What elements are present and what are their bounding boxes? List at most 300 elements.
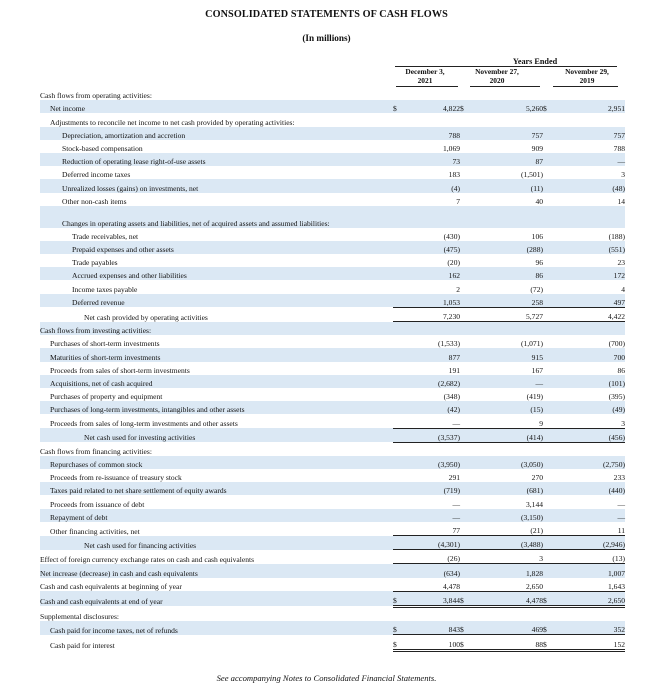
table-row xyxy=(40,482,625,495)
row-value: 106 xyxy=(531,231,543,241)
currency-symbol xyxy=(543,179,571,192)
row-label: Net increase (decrease) in cash and cash equivalents xyxy=(40,564,393,578)
row-value: 258 xyxy=(494,294,543,308)
row-label: Net cash used for investing activities xyxy=(40,428,393,442)
currency-symbol xyxy=(543,606,571,621)
table-row xyxy=(40,564,625,578)
table-row xyxy=(40,456,625,469)
row-value: (430) xyxy=(443,231,460,241)
currency-symbol xyxy=(460,267,494,280)
table-row xyxy=(40,414,625,428)
row-label: Taxes paid related to net share settlement of equity awards xyxy=(40,482,393,495)
column-header-2020-year: 2020 xyxy=(489,75,505,85)
currency-symbol xyxy=(460,578,494,592)
currency-symbol xyxy=(460,550,494,564)
table-row xyxy=(40,254,625,267)
currency-symbol xyxy=(393,401,407,414)
currency-symbol xyxy=(393,495,407,508)
table-row xyxy=(40,442,625,456)
row-value xyxy=(407,606,460,621)
currency-symbol xyxy=(460,228,494,241)
currency-symbol xyxy=(460,166,494,179)
currency-symbol xyxy=(543,241,571,254)
currency-symbol xyxy=(393,294,407,308)
statement-subtitle: (In millions) xyxy=(302,33,351,43)
currency-symbol xyxy=(460,335,494,348)
row-value: (2,946) xyxy=(571,536,625,550)
row-value xyxy=(494,442,543,456)
currency-symbol: $ xyxy=(460,100,494,113)
row-value: 3,844 xyxy=(407,591,460,606)
row-value: (42) xyxy=(407,401,460,414)
currency-symbol xyxy=(543,267,571,280)
row-value: 843 xyxy=(407,621,460,635)
currency-symbol xyxy=(460,536,494,550)
row-value: 1,828 xyxy=(494,564,543,578)
row-value: (3,050) xyxy=(494,456,543,469)
column-header-2021-year: 2021 xyxy=(417,75,433,85)
row-value: 77 xyxy=(407,522,460,536)
currency-symbol xyxy=(393,606,407,621)
currency-symbol xyxy=(543,564,571,578)
row-value: (1,533) xyxy=(437,339,460,349)
row-value xyxy=(571,206,625,228)
currency-symbol xyxy=(460,442,494,456)
table-row xyxy=(40,536,625,550)
row-value: 4,422 xyxy=(571,307,625,321)
currency-symbol xyxy=(543,294,571,308)
row-value: (101) xyxy=(571,375,625,388)
table-row xyxy=(40,469,625,482)
row-label: Purchases of long-term investments, intangibles and other assets xyxy=(40,401,393,414)
row-value: — xyxy=(407,509,460,522)
row-value: — xyxy=(452,499,460,509)
row-value xyxy=(407,113,460,126)
row-value: (49) xyxy=(571,401,625,414)
currency-symbol xyxy=(393,153,407,166)
table-row xyxy=(40,591,625,606)
currency-symbol: $ xyxy=(393,635,407,650)
row-value: (11) xyxy=(494,179,543,192)
currency-symbol xyxy=(460,87,494,100)
currency-symbol xyxy=(543,550,571,564)
currency-symbol xyxy=(393,113,407,126)
currency-symbol xyxy=(460,348,494,361)
table-row xyxy=(40,550,625,564)
row-value: 162 xyxy=(407,267,460,280)
row-label: Trade receivables, net xyxy=(72,231,139,241)
currency-symbol xyxy=(460,206,494,228)
currency-symbol xyxy=(543,362,571,375)
row-value: (288) xyxy=(494,241,543,254)
currency-symbol xyxy=(543,509,571,522)
row-value: (188) xyxy=(608,231,625,241)
row-value xyxy=(571,442,625,456)
row-value: 4,478 xyxy=(407,578,460,592)
currency-symbol: $ xyxy=(543,635,571,650)
currency-symbol xyxy=(460,113,494,126)
row-value: (440) xyxy=(571,482,625,495)
currency-symbol xyxy=(543,414,571,428)
row-value: — xyxy=(571,509,625,522)
row-value: 3 xyxy=(621,170,625,180)
currency-symbol xyxy=(393,564,407,578)
currency-symbol xyxy=(393,469,407,482)
table-row xyxy=(40,578,625,592)
currency-symbol xyxy=(460,179,494,192)
row-label: Acquisitions, net of cash acquired xyxy=(40,375,393,388)
currency-symbol xyxy=(543,578,571,592)
row-label: Cash and cash equivalents at beginning of year xyxy=(40,582,182,592)
table-row xyxy=(40,362,625,375)
currency-symbol xyxy=(543,166,571,179)
currency-symbol xyxy=(543,536,571,550)
row-label: Stock-based compensation xyxy=(62,143,143,153)
row-value: 2 xyxy=(456,284,460,294)
cash-flow-table-body xyxy=(40,87,625,650)
row-value xyxy=(494,606,543,621)
row-label: Purchases of short-term investments xyxy=(50,339,160,349)
row-value: (15) xyxy=(494,401,543,414)
row-label: Cash and cash equivalents at end of year xyxy=(40,591,393,606)
row-value: (456) xyxy=(571,428,625,442)
column-header-2020 xyxy=(462,68,532,85)
currency-symbol xyxy=(543,442,571,456)
row-value: 7,230 xyxy=(407,307,460,321)
row-value: 700 xyxy=(571,348,625,361)
row-value: 96 xyxy=(535,258,543,268)
row-value: (719) xyxy=(407,482,460,495)
row-value: 352 xyxy=(571,621,625,635)
currency-symbol xyxy=(543,348,571,361)
table-row xyxy=(40,228,625,241)
currency-symbol: $ xyxy=(543,621,571,635)
row-value: 2,650 xyxy=(494,578,543,592)
currency-symbol xyxy=(393,280,407,293)
table-row xyxy=(40,388,625,401)
currency-symbol xyxy=(543,140,571,153)
row-value xyxy=(494,87,543,100)
row-value: 1,069 xyxy=(443,143,460,153)
table-row xyxy=(40,509,625,522)
row-value: (20) xyxy=(447,258,460,268)
row-label: Cash flows from operating activities: xyxy=(40,91,152,101)
row-label: Reduction of operating lease right-of-use assets xyxy=(40,153,393,166)
row-value: 233 xyxy=(613,473,625,483)
currency-symbol xyxy=(543,322,571,336)
currency-symbol xyxy=(393,550,407,564)
row-label: Repayment of debt xyxy=(40,509,393,522)
currency-symbol xyxy=(460,127,494,140)
currency-symbol xyxy=(543,87,571,100)
row-label: Deferred income taxes xyxy=(62,170,131,180)
row-value: 1,643 xyxy=(571,578,625,592)
currency-symbol xyxy=(543,456,571,469)
currency-symbol xyxy=(393,578,407,592)
row-value: 11 xyxy=(571,522,625,536)
row-value: 9 xyxy=(494,414,543,428)
row-label: Other non-cash items xyxy=(62,196,127,206)
table-row xyxy=(40,241,625,254)
row-value: 5,260 xyxy=(494,100,543,113)
row-label: Repurchases of common stock xyxy=(40,456,393,469)
table-row xyxy=(40,307,625,321)
currency-symbol xyxy=(543,388,571,401)
row-value: 4,822 xyxy=(407,100,460,113)
table-row xyxy=(40,335,625,348)
row-label: Supplemental disclosures: xyxy=(40,612,120,622)
row-label: Net income xyxy=(40,100,393,113)
row-label: Accrued expenses and other liabilities xyxy=(40,267,393,280)
row-value: (2,682) xyxy=(407,375,460,388)
row-value: — xyxy=(617,499,625,509)
table-row xyxy=(40,140,625,153)
row-value: 757 xyxy=(571,127,625,140)
currency-symbol xyxy=(393,414,407,428)
row-value: 191 xyxy=(448,365,460,375)
column-header-2020-date: November 27, xyxy=(475,67,519,76)
currency-symbol: $ xyxy=(393,621,407,635)
table-row xyxy=(40,127,625,140)
row-value: 5,727 xyxy=(494,307,543,321)
table-row xyxy=(40,621,625,635)
row-label: Cash flows from financing activities: xyxy=(40,446,152,456)
currency-symbol xyxy=(393,536,407,550)
currency-symbol xyxy=(543,127,571,140)
currency-symbol xyxy=(460,153,494,166)
currency-symbol xyxy=(460,254,494,267)
row-value: 86 xyxy=(617,365,625,375)
table-row xyxy=(40,179,625,192)
currency-symbol xyxy=(543,482,571,495)
currency-symbol xyxy=(543,153,571,166)
currency-symbol xyxy=(543,428,571,442)
row-value xyxy=(494,113,543,126)
currency-symbol xyxy=(393,140,407,153)
row-value: 915 xyxy=(494,348,543,361)
column-header-2021 xyxy=(390,68,460,85)
currency-symbol xyxy=(543,206,571,228)
currency-symbol xyxy=(460,362,494,375)
row-value: (72) xyxy=(530,284,543,294)
currency-symbol xyxy=(393,362,407,375)
row-value: 291 xyxy=(448,473,460,483)
currency-symbol: $ xyxy=(460,591,494,606)
currency-symbol xyxy=(393,166,407,179)
currency-symbol xyxy=(543,307,571,321)
row-value: 86 xyxy=(494,267,543,280)
cash-flow-table xyxy=(40,87,625,652)
currency-symbol xyxy=(393,442,407,456)
table-row xyxy=(40,322,625,336)
row-value: 172 xyxy=(571,267,625,280)
row-value: 152 xyxy=(571,635,625,650)
row-label: Proceeds from sales of long-term investments and other assets xyxy=(50,419,238,428)
currency-symbol xyxy=(460,388,494,401)
table-row xyxy=(40,166,625,179)
row-value: — xyxy=(407,414,460,428)
currency-symbol xyxy=(393,241,407,254)
currency-symbol xyxy=(460,564,494,578)
row-label: Trade payables xyxy=(72,258,118,268)
row-value: (21) xyxy=(494,522,543,536)
currency-symbol xyxy=(543,254,571,267)
row-value: (475) xyxy=(407,241,460,254)
currency-symbol: $ xyxy=(393,100,407,113)
row-value: (3,950) xyxy=(407,456,460,469)
currency-symbol xyxy=(543,335,571,348)
row-value xyxy=(494,206,543,228)
currency-symbol xyxy=(543,401,571,414)
row-value: (4) xyxy=(407,179,460,192)
currency-symbol xyxy=(543,495,571,508)
row-value: 497 xyxy=(571,294,625,308)
currency-symbol xyxy=(393,206,407,228)
row-value: 909 xyxy=(531,143,543,153)
currency-symbol xyxy=(460,140,494,153)
row-label: Cash paid for interest xyxy=(50,641,115,650)
currency-symbol xyxy=(460,482,494,495)
row-value: (700) xyxy=(608,339,625,349)
row-label: Adjustments to reconcile net income to net cash provided by operating activities: xyxy=(50,117,295,127)
currency-symbol: $ xyxy=(543,100,571,113)
table-row xyxy=(40,606,625,621)
currency-symbol xyxy=(460,428,494,442)
row-value: 7 xyxy=(456,196,460,206)
table-row xyxy=(40,522,625,536)
currency-symbol xyxy=(393,254,407,267)
currency-symbol xyxy=(543,469,571,482)
currency-symbol: $ xyxy=(543,591,571,606)
table-row xyxy=(40,113,625,126)
table-row xyxy=(40,635,625,650)
row-value: (1,501) xyxy=(520,170,543,180)
row-value: 877 xyxy=(407,348,460,361)
row-value: 4 xyxy=(621,284,625,294)
row-value: — xyxy=(571,153,625,166)
currency-symbol xyxy=(393,87,407,100)
row-value: 2,650 xyxy=(571,591,625,606)
notes-footer: See accompanying Notes to Consolidated Financial Statements. xyxy=(216,673,437,683)
table-row xyxy=(40,348,625,361)
currency-symbol xyxy=(543,113,571,126)
currency-symbol xyxy=(460,456,494,469)
table-row xyxy=(40,193,625,206)
row-value: 3 xyxy=(571,414,625,428)
currency-symbol xyxy=(393,335,407,348)
row-label: Cash flows from investing activities: xyxy=(40,322,393,336)
row-value: (3,150) xyxy=(494,509,543,522)
row-value xyxy=(407,87,460,100)
currency-symbol xyxy=(460,606,494,621)
row-value: 788 xyxy=(613,143,625,153)
currency-symbol xyxy=(393,509,407,522)
years-ended-heading: Years Ended xyxy=(512,57,558,66)
currency-symbol xyxy=(393,179,407,192)
row-value: 757 xyxy=(494,127,543,140)
currency-symbol xyxy=(460,294,494,308)
row-label: Maturities of short-term investments xyxy=(40,348,393,361)
currency-symbol xyxy=(393,307,407,321)
row-label: Net cash provided by operating activities xyxy=(84,312,208,322)
table-row xyxy=(40,428,625,442)
row-value: 23 xyxy=(617,258,625,268)
currency-symbol xyxy=(460,322,494,336)
row-value: (48) xyxy=(571,179,625,192)
currency-symbol xyxy=(460,522,494,536)
row-label: Cash paid for income taxes, net of refunds xyxy=(40,621,393,635)
statement-title: CONSOLIDATED STATEMENTS OF CASH FLOWS xyxy=(205,9,448,20)
row-label: Net cash used for financing activities xyxy=(40,536,393,550)
row-label: Other financing activities, net xyxy=(50,526,140,536)
row-value xyxy=(571,113,625,126)
currency-symbol xyxy=(543,375,571,388)
currency-symbol xyxy=(393,127,407,140)
row-label: Income taxes payable xyxy=(72,284,138,294)
table-row xyxy=(40,294,625,308)
currency-symbol xyxy=(393,267,407,280)
row-value: 88 xyxy=(494,635,543,650)
currency-symbol xyxy=(393,522,407,536)
table-row xyxy=(40,153,625,166)
row-value xyxy=(571,322,625,336)
currency-symbol xyxy=(393,428,407,442)
row-value: (634) xyxy=(407,564,460,578)
row-label: Proceeds from sales of short-term investments xyxy=(50,365,190,375)
row-value: 3 xyxy=(494,550,543,564)
currency-symbol xyxy=(393,482,407,495)
currency-symbol xyxy=(393,456,407,469)
currency-symbol xyxy=(460,401,494,414)
row-value: 87 xyxy=(494,153,543,166)
currency-symbol xyxy=(393,348,407,361)
row-value: (3,488) xyxy=(494,536,543,550)
row-label: Depreciation, amortization and accretion xyxy=(40,127,393,140)
row-value: 4,478 xyxy=(494,591,543,606)
row-value: (419) xyxy=(526,392,543,402)
column-header-2019-date: November 29, xyxy=(565,67,609,76)
currency-symbol xyxy=(460,280,494,293)
currency-symbol xyxy=(393,322,407,336)
row-value: 1,007 xyxy=(571,564,625,578)
row-value: (1,071) xyxy=(520,339,543,349)
currency-symbol xyxy=(460,469,494,482)
row-value: (4,301) xyxy=(407,536,460,550)
row-value: 469 xyxy=(494,621,543,635)
table-row xyxy=(40,267,625,280)
table-row xyxy=(40,280,625,293)
row-value: 2,951 xyxy=(571,100,625,113)
table-row xyxy=(40,206,625,228)
currency-symbol: $ xyxy=(460,635,494,650)
row-label: Unrealized losses (gains) on investments, net xyxy=(40,179,393,192)
row-value: 167 xyxy=(531,365,543,375)
row-value: (395) xyxy=(608,392,625,402)
currency-symbol xyxy=(460,375,494,388)
row-value: — xyxy=(494,375,543,388)
currency-symbol xyxy=(460,241,494,254)
table-row xyxy=(40,495,625,508)
row-value xyxy=(571,87,625,100)
column-header-2021-date: December 3, xyxy=(405,67,445,76)
currency-symbol xyxy=(543,280,571,293)
row-label: Deferred revenue xyxy=(40,294,393,308)
currency-symbol xyxy=(460,193,494,206)
table-row xyxy=(40,375,625,388)
row-value: (414) xyxy=(494,428,543,442)
row-label: Changes in operating assets and liabilities, net of acquired assets and assumed liabilities: xyxy=(40,206,393,228)
row-value: (13) xyxy=(571,550,625,564)
